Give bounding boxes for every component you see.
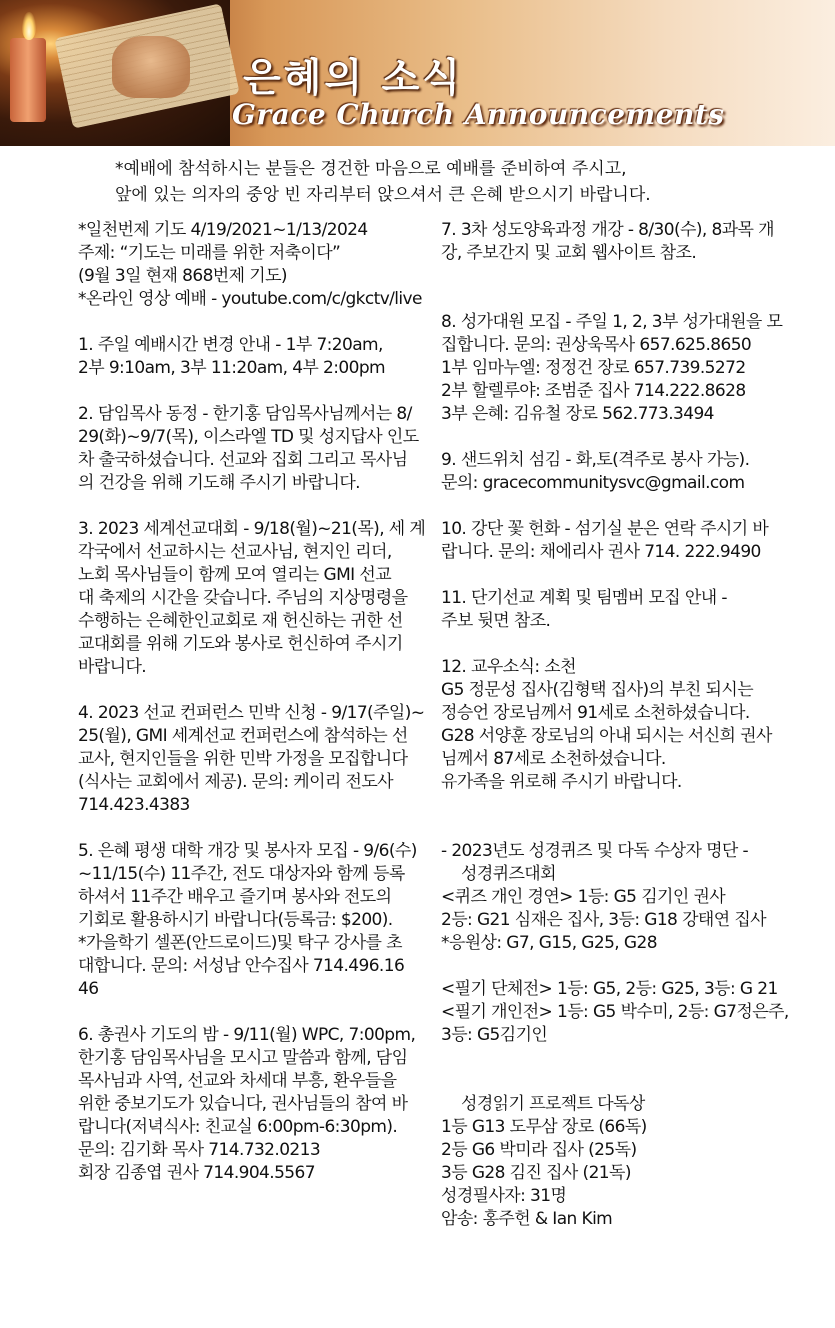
text-line: 714.423.4383 [78, 795, 190, 815]
text-line: 46 [78, 979, 99, 999]
announcement-8 [441, 311, 801, 426]
text-line: 9. 샌드위치 섬김 - 화,토(격주로 봉사 가능). [441, 450, 750, 470]
candle-image [10, 38, 46, 122]
announcement-6 [78, 1024, 436, 1185]
text-line: 10. 강단 꽃 헌화 - 섬기실 분은 연락 주시기 바 [441, 519, 769, 539]
header-banner [0, 0, 835, 146]
quiz-results [441, 840, 801, 1047]
text-line: 2. 담임목사 동정 - 한기홍 담임목사님께서는 8/ [78, 404, 412, 424]
announcement-12 [441, 656, 801, 794]
text-line: 2등 G6 박미라 집사 (25독) [441, 1140, 637, 1160]
announcement-5 [78, 840, 436, 1001]
text-line: 1부 임마누엘: 정정건 장로 657.739.5272 [441, 358, 746, 378]
left-column [78, 219, 436, 1185]
announcement-10 [441, 518, 801, 564]
text-line: 강, 주보간지 및 교회 웹사이트 참조. [441, 243, 697, 263]
candle-bible-photo [0, 0, 230, 146]
text-line: 2부 할렐루야: 조범준 집사 714.222.8628 [441, 381, 746, 401]
text-line: 8. 성가대원 모집 - 주일 1, 2, 3부 성가대원을 모 [441, 312, 783, 332]
text-line: 차 출국하셨습니다. 선교와 집회 그리고 목사님 [78, 450, 408, 470]
text-line: <퀴즈 개인 경연> 1등: G5 김기인 권사 [441, 887, 726, 907]
text-line: 2등: G21 심재은 집사, 3등: G18 강태연 집사 [441, 910, 766, 930]
text-line: 랍니다. 문의: 채에리사 권사 714. 222.9490 [441, 542, 761, 562]
text-line: 님께서 87세로 소천하셨습니다. [441, 749, 666, 769]
reading-title: 성경읽기 프로젝트 다독상 [461, 1094, 645, 1114]
praying-hands-image [112, 36, 190, 98]
page-title: 은혜의 소식 [243, 56, 463, 101]
text-line: 대합니다. 문의: 서성남 안수집사 714.496.16 [78, 956, 405, 976]
intro-notice [115, 156, 815, 208]
intro-line: *예배에 참석하시는 분들은 경건한 마음으로 예배를 준비하여 주시고, [115, 159, 627, 179]
text-line: 1등 G13 도무삼 장로 (66독) [441, 1117, 647, 1137]
text-line: 각국에서 선교하시는 선교사님, 현지인 리더, [78, 542, 392, 562]
text-line: 하셔서 11주간 배우고 즐기며 봉사와 전도의 [78, 887, 392, 907]
announcement-9 [441, 449, 801, 495]
quiz-title: - 2023년도 성경퀴즈 및 다독 수상자 명단 - [441, 841, 749, 861]
text-line: G28 서양훈 장로님의 아내 되시는 서신희 권사 [441, 726, 772, 746]
announcement-2 [78, 403, 436, 495]
text-line: 문의: 김기화 목사 714.732.0213 [78, 1140, 321, 1160]
text-line: 한기홍 담임목사님을 모시고 말씀과 함께, 담임 [78, 1048, 408, 1068]
announcement-3 [78, 518, 436, 679]
text-line: 주보 뒷면 참조. [441, 611, 551, 631]
text-line: 기회로 활용하시기 바랍니다(등록금: $200). [78, 910, 393, 930]
text-line: 29(화)~9/7(목), 이스라엘 TD 및 성지답사 인도 [78, 427, 419, 447]
text-line: 암송: 홍주헌 & Ian Kim [441, 1209, 613, 1229]
text-line: 노회 목사님들이 함께 모여 열리는 GMI 선교 [78, 565, 392, 585]
text-line: 성경필사자: 31명 [441, 1186, 567, 1206]
text-line: 회장 김종엽 권사 714.904.5567 [78, 1163, 315, 1183]
intro-line: 앞에 있는 의자의 중앙 빈 자리부터 앉으셔서 큰 은혜 받으시기 바랍니다. [115, 185, 651, 205]
text-line: 3등: G5김기인 [441, 1025, 548, 1045]
text-line: 대 축제의 시간을 갖습니다. 주님의 지상명령을 [78, 588, 408, 608]
text-line: 유가족을 위로해 주시기 바랍니다. [441, 772, 682, 792]
text-line: 의 건강을 위해 기도해 주시기 바랍니다. [78, 473, 360, 493]
text-line: 3등 G28 김진 집사 (21독) [441, 1163, 631, 1183]
announcement-7 [441, 219, 801, 265]
text-line: <필기 개인전> 1등: G5 박수미, 2등: G7정은주, [441, 1002, 789, 1022]
text-line: 위한 중보기도가 있습니다, 권사님들의 참여 바 [78, 1094, 408, 1114]
right-column [441, 219, 801, 1231]
announcement-1 [78, 334, 436, 380]
text-line: 문의: gracecommunitysvc@gmail.com [441, 473, 745, 493]
text-line: 2부 9:10am, 3부 11:20am, 4부 2:00pm [78, 358, 385, 378]
text-line: *가을학기 셀폰(안드로이드)및 탁구 강사를 초 [78, 933, 402, 953]
text-line: 3부 은혜: 김유철 장로 562.773.3494 [441, 404, 714, 424]
announcement-11 [441, 587, 801, 633]
text-line: 수행하는 은혜한인교회로 재 헌신하는 귀한 선 [78, 611, 403, 631]
text-line: 4. 2023 선교 컨퍼런스 민박 신청 - 9/17(주일)~ [78, 703, 425, 723]
text-line: 6. 총권사 기도의 밤 - 9/11(월) WPC, 7:00pm, [78, 1025, 416, 1045]
text-line: <필기 단체전> 1등: G5, 2등: G25, 3등: G 21 [441, 979, 778, 999]
text-line: 7. 3차 성도양육과정 개강 - 8/30(수), 8과목 개 [441, 220, 774, 240]
text-line: 주제: “기도는 미래를 위한 저축이다” [78, 243, 341, 263]
text-line: 25(월), GMI 세계선교 컨퍼런스에 참석하는 선 [78, 726, 408, 746]
text-line: 1. 주일 예배시간 변경 안내 - 1부 7:20am, [78, 335, 383, 355]
text-line: 집합니다. 문의: 권상욱목사 657.625.8650 [441, 335, 752, 355]
text-line: 목사님과 사역, 선교와 차세대 부흥, 환우들을 [78, 1071, 397, 1091]
candle-flame-icon [22, 12, 36, 40]
text-line: 바랍니다. [78, 657, 147, 677]
text-line: (식사는 교회에서 제공). 문의: 케이리 전도사 [78, 772, 393, 792]
text-line: 3. 2023 세계선교대회 - 9/18(월)~21(목), 세 계 [78, 519, 426, 539]
quiz-subtitle: 성경퀴즈대회 [461, 864, 556, 884]
text-line: 정승언 장로님께서 91세로 소천하셨습니다. [441, 703, 750, 723]
prayer-block [78, 219, 436, 311]
text-line: 교사, 현지인들을 위한 민박 가정을 모집합니다 [78, 749, 408, 769]
text-line: 교대회를 위해 기도와 봉사로 헌신하여 주시기 [78, 634, 403, 654]
text-line: 랍니다(저녁식사: 친교실 6:00pm-6:30pm). [78, 1117, 398, 1137]
text-line: 5. 은혜 평생 대학 개강 및 봉사자 모집 - 9/6(수) [78, 841, 417, 861]
page-subtitle: Grace Church Announcements [232, 98, 725, 131]
text-line: ~11/15(수) 11주간, 전도 대상자와 함께 등록 [78, 864, 405, 884]
text-line: (9월 3일 현재 868번제 기도) [78, 266, 287, 286]
text-line: 12. 교우소식: 소천 [441, 657, 576, 677]
text-line: *응원상: G7, G15, G25, G28 [441, 933, 657, 953]
text-line: G5 정문성 집사(김형택 집사)의 부친 되시는 [441, 680, 754, 700]
reading-awards [441, 1093, 801, 1231]
text-line: 11. 단기선교 계획 및 팀멤버 모집 안내 - [441, 588, 727, 608]
text-line: *일천번제 기도 4/19/2021~1/13/2024 [78, 220, 368, 240]
announcement-4 [78, 702, 436, 817]
text-line: *온라인 영상 예배 - youtube.com/c/gkctv/live [78, 289, 422, 309]
